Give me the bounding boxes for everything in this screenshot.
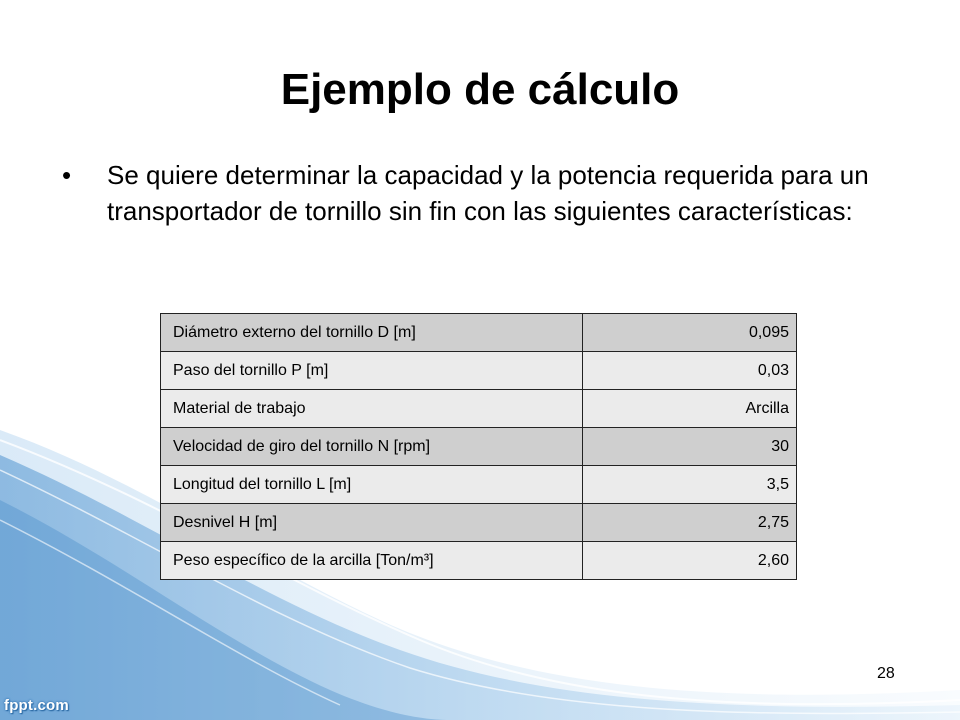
bullet-marker: • (62, 160, 72, 190)
table-row (161, 352, 797, 390)
table-cell-label: Peso específico de la arcilla [Ton/m³] (161, 542, 583, 580)
characteristics-table (160, 313, 797, 580)
table-cell-value: Arcilla (583, 390, 797, 428)
table-cell-value: 30 (583, 428, 797, 466)
table-cell-label: Velocidad de giro del tornillo N [rpm] (161, 428, 583, 466)
table-cell-value: 0,03 (583, 352, 797, 390)
table-row (161, 314, 797, 352)
table-cell-value: 2,75 (583, 504, 797, 542)
table-row (161, 466, 797, 504)
bullet-text: Se quiere determinar la capacidad y la potencia requerida para un transportador de tornillo sin fin con las siguientes características: (107, 160, 869, 226)
page-number: 28 (877, 665, 895, 682)
table-cell-label: Diámetro externo del tornillo D [m] (161, 314, 583, 352)
table-cell-label: Desnivel H [m] (161, 504, 583, 542)
table-cell-value: 2,60 (583, 542, 797, 580)
table-cell-label: Material de trabajo (161, 390, 583, 428)
watermark-logo: fppt.com (4, 697, 69, 714)
table-row (161, 504, 797, 542)
table-cell-label: Paso del tornillo P [m] (161, 352, 583, 390)
table-row (161, 390, 797, 428)
table-cell-value: 3,5 (583, 466, 797, 504)
table-row (161, 428, 797, 466)
table-cell-value: 0,095 (583, 314, 797, 352)
slide-title: Ejemplo de cálculo (280, 65, 680, 114)
table-row (161, 542, 797, 580)
table-cell-label: Longitud del tornillo L [m] (161, 466, 583, 504)
